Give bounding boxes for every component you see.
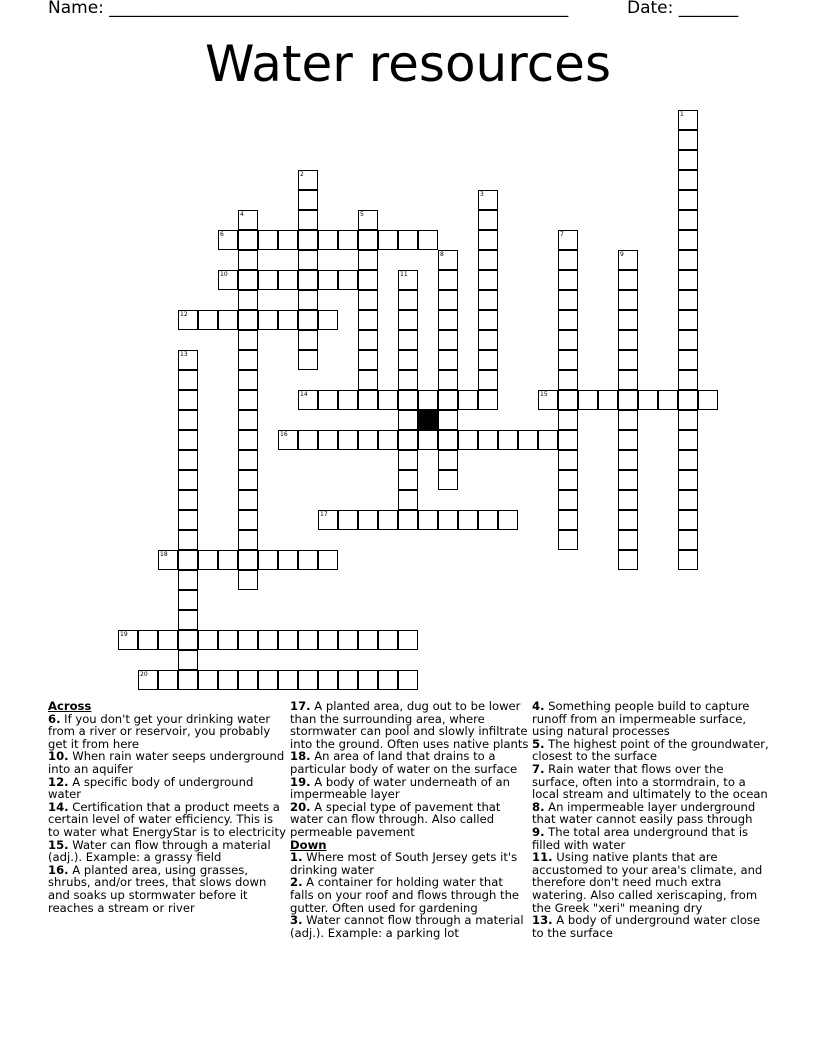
clue-number: 6 <box>220 231 224 238</box>
grid-cell[interactable] <box>158 670 178 690</box>
grid-cell[interactable] <box>398 670 418 690</box>
grid-cell[interactable] <box>478 370 498 390</box>
grid-cell[interactable] <box>298 670 318 690</box>
clue-number: 10 <box>220 271 228 278</box>
grid-cell[interactable] <box>238 490 258 510</box>
grid-cell[interactable] <box>198 550 218 570</box>
grid-cell[interactable] <box>358 630 378 650</box>
grid-cell[interactable] <box>438 450 458 470</box>
grid-cell[interactable] <box>618 370 638 390</box>
grid-cell[interactable] <box>218 550 238 570</box>
grid-cell[interactable] <box>478 270 498 290</box>
date-field[interactable]: Date: _______ <box>627 0 739 18</box>
clue-down: 8. An impermeable layer underground that water cannot easily pass through <box>532 799 756 827</box>
grid-cell[interactable] <box>238 270 258 290</box>
grid-cell[interactable] <box>238 530 258 550</box>
grid-cell[interactable] <box>438 330 458 350</box>
clue-number: 4 <box>240 211 244 218</box>
grid-cell[interactable] <box>298 550 318 570</box>
grid-cell[interactable] <box>378 430 398 450</box>
clues-column-2 <box>290 700 530 939</box>
clue-number: 3 <box>480 191 484 198</box>
grid-cell[interactable] <box>678 490 698 510</box>
grid-cell[interactable] <box>298 190 318 210</box>
grid-cell[interactable] <box>678 270 698 290</box>
clue-down: 5. The highest point of the groundwater, closest to the surface <box>532 736 769 764</box>
grid-cell[interactable] <box>538 430 558 450</box>
grid-cell[interactable] <box>478 210 498 230</box>
grid-cell[interactable] <box>418 510 438 530</box>
grid-cell[interactable] <box>358 350 378 370</box>
grid-cell[interactable] <box>478 350 498 370</box>
grid-cell[interactable] <box>398 490 418 510</box>
clue-number: 14 <box>300 391 308 398</box>
grid-cell[interactable] <box>678 170 698 190</box>
grid-cell[interactable] <box>358 270 378 290</box>
clue-number: 1 <box>680 111 684 118</box>
grid-cell[interactable] <box>618 350 638 370</box>
grid-cell[interactable] <box>618 510 638 530</box>
clue-number: 12 <box>180 311 188 318</box>
clue-across: 14. Certification that a product meets a certain level of water efficiency. This is to water what EnergyStar is to electricity <box>48 799 286 839</box>
grid-cell[interactable] <box>258 230 278 250</box>
grid-cell[interactable] <box>278 230 298 250</box>
clue-down: 13. A body of underground water close to the surface <box>532 913 761 940</box>
grid-cell[interactable] <box>278 670 298 690</box>
grid-cell[interactable] <box>278 310 298 330</box>
grid-cell[interactable] <box>198 630 218 650</box>
grid-cell[interactable] <box>258 310 278 330</box>
name-field[interactable]: Name: ______________________________________________________ <box>48 0 569 18</box>
grid-cell[interactable] <box>238 470 258 490</box>
grid-cell[interactable] <box>678 210 698 230</box>
grid-cell[interactable] <box>178 490 198 510</box>
clues-column-1 <box>48 700 288 914</box>
grid-cell[interactable] <box>178 610 198 630</box>
grid-cell[interactable] <box>238 450 258 470</box>
grid-cell[interactable] <box>398 330 418 350</box>
grid-cell[interactable] <box>278 270 298 290</box>
grid-cell[interactable] <box>238 290 258 310</box>
clue-across: 16. A planted area, using grasses, shrubs, and/or trees, that slows down and soaks up stormwater before it reaches a stream or river <box>48 862 267 915</box>
grid-cell[interactable] <box>378 670 398 690</box>
grid-cell[interactable] <box>678 470 698 490</box>
grid-cell[interactable] <box>438 410 458 430</box>
grid-cell[interactable] <box>238 550 258 570</box>
grid-cell[interactable] <box>298 310 318 330</box>
clue-number: 7 <box>560 231 564 238</box>
grid-cell[interactable] <box>338 670 358 690</box>
grid-cell[interactable] <box>438 390 458 410</box>
grid-cell[interactable] <box>318 670 338 690</box>
grid-cell[interactable] <box>238 330 258 350</box>
grid-cell[interactable] <box>478 290 498 310</box>
grid-cell[interactable] <box>178 390 198 410</box>
grid-cell[interactable] <box>458 430 478 450</box>
grid-cell[interactable] <box>398 630 418 650</box>
grid-cell[interactable] <box>478 230 498 250</box>
clue-number: 5 <box>360 211 364 218</box>
grid-cell[interactable] <box>398 450 418 470</box>
grid-cell[interactable] <box>398 350 418 370</box>
grid-cell[interactable] <box>298 350 318 370</box>
grid-cell[interactable] <box>358 430 378 450</box>
grid-cell[interactable] <box>438 310 458 330</box>
grid-cell[interactable] <box>478 390 498 410</box>
grid-cell[interactable] <box>678 290 698 310</box>
grid-cell[interactable] <box>358 230 378 250</box>
grid-cell[interactable] <box>618 530 638 550</box>
grid-cell[interactable] <box>678 450 698 470</box>
grid-cell[interactable] <box>238 430 258 450</box>
grid-cell[interactable] <box>258 270 278 290</box>
grid-cell[interactable] <box>478 330 498 350</box>
grid-cell[interactable] <box>618 430 638 450</box>
grid-cell[interactable] <box>558 530 578 550</box>
grid-cell[interactable] <box>678 510 698 530</box>
grid-cell[interactable] <box>578 390 598 410</box>
clue-down: 1. Where most of South Jersey gets it's drinking water <box>290 850 518 877</box>
grid-cell[interactable] <box>618 470 638 490</box>
grid-cell[interactable] <box>438 370 458 390</box>
grid-cell[interactable] <box>558 470 578 490</box>
grid-cell[interactable] <box>618 330 638 350</box>
grid-cell[interactable] <box>318 270 338 290</box>
grid-cell[interactable] <box>558 350 578 370</box>
grid-cell[interactable] <box>198 310 218 330</box>
grid-cell[interactable] <box>198 670 218 690</box>
clue-across: 15. Water can flow through a material (adj.). Example: a grassy field <box>48 837 271 865</box>
grid-cell[interactable] <box>298 250 318 270</box>
grid-cell[interactable] <box>238 310 258 330</box>
grid-cell[interactable] <box>338 230 358 250</box>
black-cell <box>418 410 438 430</box>
grid-cell[interactable] <box>318 550 338 570</box>
grid-cell[interactable] <box>558 370 578 390</box>
clue-down: 9. The total area underground that is filled with water <box>532 824 749 852</box>
page-title: Water resources <box>204 35 611 93</box>
grid-cell[interactable] <box>358 290 378 310</box>
grid-cell[interactable] <box>378 510 398 530</box>
grid-cell[interactable] <box>298 290 318 310</box>
grid-cell[interactable] <box>418 230 438 250</box>
grid-cell[interactable] <box>358 310 378 330</box>
grid-cell[interactable] <box>318 230 338 250</box>
grid-cell[interactable] <box>678 530 698 550</box>
grid-cell[interactable] <box>358 510 378 530</box>
grid-cell[interactable] <box>438 270 458 290</box>
grid-cell[interactable] <box>178 530 198 550</box>
grid-cell[interactable] <box>238 570 258 590</box>
grid-cell[interactable] <box>678 250 698 270</box>
grid-cell[interactable] <box>638 390 658 410</box>
grid-cell[interactable] <box>398 470 418 490</box>
grid-cell[interactable] <box>598 390 618 410</box>
grid-cell[interactable] <box>438 430 458 450</box>
grid-cell[interactable] <box>178 370 198 390</box>
grid-cell[interactable] <box>238 370 258 390</box>
grid-cell[interactable] <box>358 250 378 270</box>
grid-cell[interactable] <box>438 510 458 530</box>
clue-number: 19 <box>120 631 128 638</box>
grid-cell[interactable] <box>258 550 278 570</box>
grid-cell[interactable] <box>558 510 578 530</box>
grid-cell[interactable] <box>618 310 638 330</box>
grid-cell[interactable] <box>378 230 398 250</box>
clue-number: 8 <box>440 251 444 258</box>
grid-cell[interactable] <box>678 550 698 570</box>
grid-cell[interactable] <box>558 410 578 430</box>
grid-cell[interactable] <box>418 390 438 410</box>
grid-cell[interactable] <box>178 470 198 490</box>
grid-cell[interactable] <box>298 230 318 250</box>
grid-cell[interactable] <box>618 490 638 510</box>
grid-cell[interactable] <box>238 630 258 650</box>
clue-down: 2. A container for holding water that falls on your roof and flows through the gutter. Often used for gardening <box>290 875 520 915</box>
grid-cell[interactable] <box>258 630 278 650</box>
grid-cell[interactable] <box>478 510 498 530</box>
grid-cell[interactable] <box>318 430 338 450</box>
grid-cell[interactable] <box>558 310 578 330</box>
grid-cell[interactable] <box>558 330 578 350</box>
grid-cell[interactable] <box>398 430 418 450</box>
grid-cell[interactable] <box>238 410 258 430</box>
clue-across: 18. An area of land that drains to a particular body of water on the surface <box>290 749 518 776</box>
grid-cell[interactable] <box>318 630 338 650</box>
grid-cell[interactable] <box>178 450 198 470</box>
grid-cell[interactable] <box>458 510 478 530</box>
grid-cell[interactable] <box>338 510 358 530</box>
grid-cell[interactable] <box>478 250 498 270</box>
grid-cell[interactable] <box>618 450 638 470</box>
clue-number: 13 <box>180 351 188 358</box>
clue-across: 10. When rain water seeps underground into an aquifer <box>48 749 285 776</box>
grid-cell[interactable] <box>678 150 698 170</box>
clue-number: 11 <box>400 271 408 278</box>
clue-number: 2 <box>300 171 304 178</box>
grid-cell[interactable] <box>438 350 458 370</box>
clue-number: 16 <box>280 431 288 438</box>
grid-cell[interactable] <box>618 290 638 310</box>
grid-cell[interactable] <box>558 250 578 270</box>
grid-cell[interactable] <box>298 630 318 650</box>
clue-number: 18 <box>160 551 168 558</box>
grid-cell[interactable] <box>178 430 198 450</box>
grid-cell[interactable] <box>558 290 578 310</box>
grid-cell[interactable] <box>678 410 698 430</box>
grid-cell[interactable] <box>438 470 458 490</box>
grid-cell[interactable] <box>678 390 698 410</box>
clue-across: 20. A special type of pavement that water can flow through. Also called permeable pavement <box>290 799 501 839</box>
grid-cell[interactable] <box>558 450 578 470</box>
grid-cell[interactable] <box>358 370 378 390</box>
clue-down: 11. Using native plants that are accustomed to your area's climate, and therefore don't need much extra watering. Also called xeriscaping, from the Greek "xeri" meaning dry <box>532 850 763 915</box>
grid-cell[interactable] <box>318 310 338 330</box>
grid-cell[interactable] <box>218 630 238 650</box>
grid-cell[interactable] <box>298 210 318 230</box>
grid-cell[interactable] <box>498 430 518 450</box>
grid-cell[interactable] <box>238 390 258 410</box>
grid-cell[interactable] <box>238 670 258 690</box>
grid-cell[interactable] <box>378 390 398 410</box>
grid-cell[interactable] <box>678 130 698 150</box>
grid-cell[interactable] <box>298 330 318 350</box>
grid-cell[interactable] <box>258 670 278 690</box>
across-heading: Across <box>48 699 92 713</box>
grid-cell[interactable] <box>678 430 698 450</box>
grid-cell[interactable] <box>558 430 578 450</box>
grid-cell[interactable] <box>398 510 418 530</box>
grid-cell[interactable] <box>678 310 698 330</box>
clue-across: 17. A planted area, dug out to be lower than the surrounding area, where stormwater can pool and slowly infiltrate into the ground. Often uses native plants <box>290 699 529 751</box>
grid-cell[interactable] <box>298 430 318 450</box>
grid-cell[interactable] <box>178 550 198 570</box>
grid-cell[interactable] <box>178 510 198 530</box>
grid-cell[interactable] <box>678 190 698 210</box>
grid-cell[interactable] <box>518 430 538 450</box>
grid-cell[interactable] <box>458 390 478 410</box>
clues-column-3 <box>532 700 772 939</box>
grid-cell[interactable] <box>498 510 518 530</box>
grid-cell[interactable] <box>398 410 418 430</box>
grid-cell[interactable] <box>278 550 298 570</box>
grid-cell[interactable] <box>338 430 358 450</box>
grid-cell[interactable] <box>678 370 698 390</box>
grid-cell[interactable] <box>178 570 198 590</box>
grid-cell[interactable] <box>318 390 338 410</box>
clue-across: 6. If you don't get your drinking water from a river or reservoir, you probably get it from here <box>48 711 271 751</box>
grid-cell[interactable] <box>678 230 698 250</box>
clue-across: 12. A specific body of underground water <box>48 774 254 802</box>
grid-cell[interactable] <box>158 630 178 650</box>
clue-number: 15 <box>540 391 548 398</box>
grid-cell[interactable] <box>398 310 418 330</box>
grid-cell[interactable] <box>358 390 378 410</box>
down-heading: Down <box>290 837 327 852</box>
clue-number: 20 <box>140 671 148 678</box>
grid-cell[interactable] <box>338 630 358 650</box>
grid-cell[interactable] <box>298 270 318 290</box>
grid-cell[interactable] <box>618 390 638 410</box>
grid-cell[interactable] <box>618 410 638 430</box>
grid-cell[interactable] <box>338 390 358 410</box>
grid-cell[interactable] <box>238 230 258 250</box>
grid-cell[interactable] <box>178 650 198 670</box>
grid-cell[interactable] <box>678 330 698 350</box>
grid-cell[interactable] <box>238 510 258 530</box>
clue-number: 9 <box>620 251 624 258</box>
grid-cell[interactable] <box>698 390 718 410</box>
grid-cell[interactable] <box>218 670 238 690</box>
grid-cell[interactable] <box>478 310 498 330</box>
grid-cell[interactable] <box>398 390 418 410</box>
grid-cell[interactable] <box>398 290 418 310</box>
clue-number: 17 <box>320 511 328 518</box>
clue-down: 4. Something people build to capture runoff from an impermeable surface, using natural processes <box>532 699 750 739</box>
grid-cell[interactable] <box>658 390 678 410</box>
grid-cell[interactable] <box>618 270 638 290</box>
grid-cell[interactable] <box>438 290 458 310</box>
grid-cell[interactable] <box>478 430 498 450</box>
clue-across: 19. A body of water underneath of an impermeable layer <box>290 774 511 802</box>
grid-cell[interactable] <box>218 310 238 330</box>
grid-cell[interactable] <box>338 270 358 290</box>
grid-cell[interactable] <box>558 270 578 290</box>
grid-cell[interactable] <box>278 630 298 650</box>
grid-cell[interactable] <box>678 350 698 370</box>
grid-cell[interactable] <box>178 590 198 610</box>
grid-cell[interactable] <box>238 250 258 270</box>
clue-down: 7. Rain water that flows over the surface, often into a stormdrain, to a local stream and ultimately to the ocean <box>532 761 768 802</box>
grid-cell[interactable] <box>238 350 258 370</box>
grid-cell[interactable] <box>398 230 418 250</box>
grid-cell[interactable] <box>138 630 158 650</box>
grid-cell[interactable] <box>558 390 578 410</box>
grid-cell[interactable] <box>618 550 638 570</box>
grid-cell[interactable] <box>178 410 198 430</box>
clue-down: 3. Water cannot flow through a material (adj.). Example: a parking lot <box>290 913 524 940</box>
grid-cell[interactable] <box>558 490 578 510</box>
grid-cell[interactable] <box>358 330 378 350</box>
grid-cell[interactable] <box>418 430 438 450</box>
grid-cell[interactable] <box>178 670 198 690</box>
grid-cell[interactable] <box>358 670 378 690</box>
grid-cell[interactable] <box>398 370 418 390</box>
grid-cell[interactable] <box>178 630 198 650</box>
grid-cell[interactable] <box>378 630 398 650</box>
